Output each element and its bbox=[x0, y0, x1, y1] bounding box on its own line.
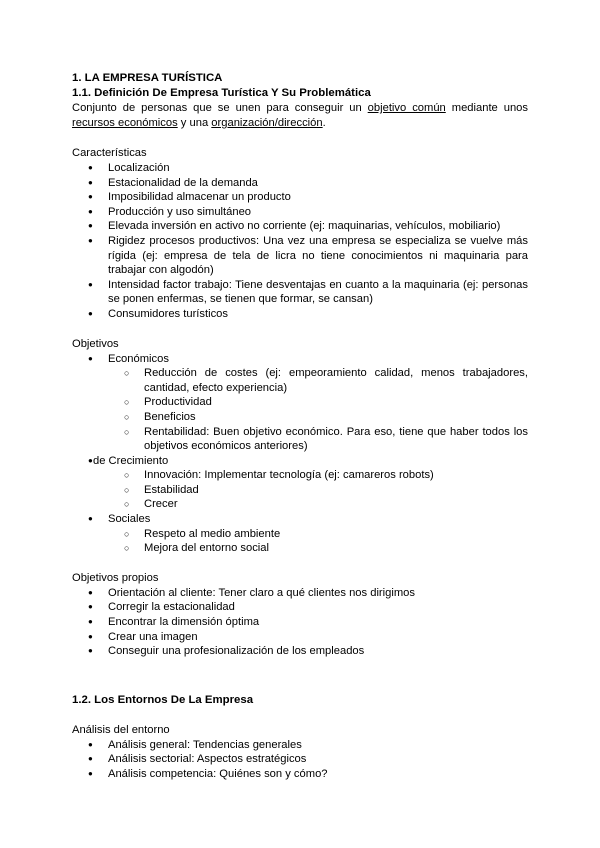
crecimiento-label: de Crecimiento bbox=[93, 454, 169, 467]
definition-text-1: Conjunto de personas que se unen para conseguir un bbox=[72, 102, 368, 114]
list-item: ● Elevada inversión en activo no corriente (ej: maquinarias, vehículos, mobiliario) bbox=[72, 219, 528, 234]
list-item: ● Producción y uso simultáneo bbox=[72, 205, 528, 220]
caracteristicas-list bbox=[72, 161, 528, 322]
list-item-crecimiento bbox=[72, 454, 528, 512]
list-item: ● Consumidores turísticos bbox=[72, 307, 528, 322]
definition-underline-recursos: recursos económicos bbox=[72, 117, 178, 129]
objetivos-propios-list bbox=[72, 586, 528, 659]
definition-paragraph bbox=[72, 101, 528, 131]
list-item: ● Rigidez procesos productivos: Una vez una empresa se especializa se vuelve más rígida (ej: empresa de tela de licra no tiene conocimientos ni maquinaria para trabajar con algodón) bbox=[72, 234, 528, 278]
list-item: ● Orientación al cliente: Tener claro a qué clientes nos dirigimos bbox=[72, 586, 528, 601]
list-item: ○ Beneficios bbox=[108, 410, 528, 425]
list-item: ○ Innovación: Implementar tecnología (ej: camareros robots) bbox=[108, 468, 528, 483]
caracteristicas-label: Características bbox=[72, 147, 147, 159]
definition-text-4: . bbox=[322, 117, 326, 129]
list-item: ○ Rentabilidad: Buen objetivo económico. Para eso, tiene que haber todos los objetivos económicos anteriores) bbox=[108, 425, 528, 454]
economicos-label: Económicos bbox=[108, 352, 169, 365]
definition-text-2: mediante unos bbox=[445, 102, 528, 114]
list-item: ● Análisis competencia: Quiénes son y cómo? bbox=[72, 767, 528, 782]
objetivos-label: Objetivos bbox=[72, 337, 119, 350]
sociales-label: Sociales bbox=[108, 513, 151, 526]
document-page bbox=[72, 71, 528, 782]
objetivos-propios-label: Objetivos propios bbox=[72, 571, 159, 584]
list-item: ● Imposibilidad almacenar un producto bbox=[72, 190, 528, 205]
definition-underline-objetivo: objetivo común bbox=[367, 102, 446, 114]
section-heading-1-2: 1.2. Los Entornos De La Empresa bbox=[72, 693, 254, 706]
document-title: 1. LA EMPRESA TURÍSTICA bbox=[72, 72, 223, 84]
list-item: ○ Reducción de costes (ej: empeoramiento calidad, menos trabajadores, cantidad, efecto experiencia) bbox=[108, 366, 528, 395]
crecimiento-sublist bbox=[108, 468, 528, 512]
list-item: ● Corregir la estacionalidad bbox=[72, 600, 528, 615]
list-item: ● Encontrar la dimensión óptima bbox=[72, 615, 528, 630]
list-item: ○ Productividad bbox=[108, 395, 528, 410]
list-item: ● Estacionalidad de la demanda bbox=[72, 176, 528, 191]
economicos-sublist bbox=[108, 366, 528, 454]
definition-underline-organizacion: organización/dirección bbox=[211, 117, 323, 129]
list-item: ● Localización bbox=[72, 161, 528, 176]
objetivos-list bbox=[72, 352, 528, 556]
list-item: ○ Mejora del entorno social bbox=[108, 541, 528, 556]
sociales-sublist bbox=[108, 527, 528, 556]
list-item: ○ Estabilidad bbox=[108, 483, 528, 498]
list-item: ● Análisis sectorial: Aspectos estratégicos bbox=[72, 752, 528, 767]
list-item: ○ Crecer bbox=[108, 497, 528, 512]
list-item: ● Conseguir una profesionalización de los empleados bbox=[72, 644, 528, 659]
list-item: ● Intensidad factor trabajo: Tiene desventajas en cuanto a la maquinaria (ej: personas se ponen enfermas, se tienen que formar, se cansan) bbox=[72, 278, 528, 307]
definition-text-3: y una bbox=[177, 117, 212, 129]
list-item-economicos bbox=[72, 352, 528, 454]
list-item: ○ Respeto al medio ambiente bbox=[108, 527, 528, 542]
analisis-list bbox=[72, 738, 528, 782]
analisis-label: Análisis del entorno bbox=[72, 723, 170, 736]
list-item: ● Crear una imagen bbox=[72, 630, 528, 645]
list-item-sociales bbox=[72, 512, 528, 556]
section-heading-1-1: 1.1. Definición De Empresa Turística Y Su Problemática bbox=[72, 87, 371, 99]
list-item: ● Análisis general: Tendencias generales bbox=[72, 738, 528, 753]
